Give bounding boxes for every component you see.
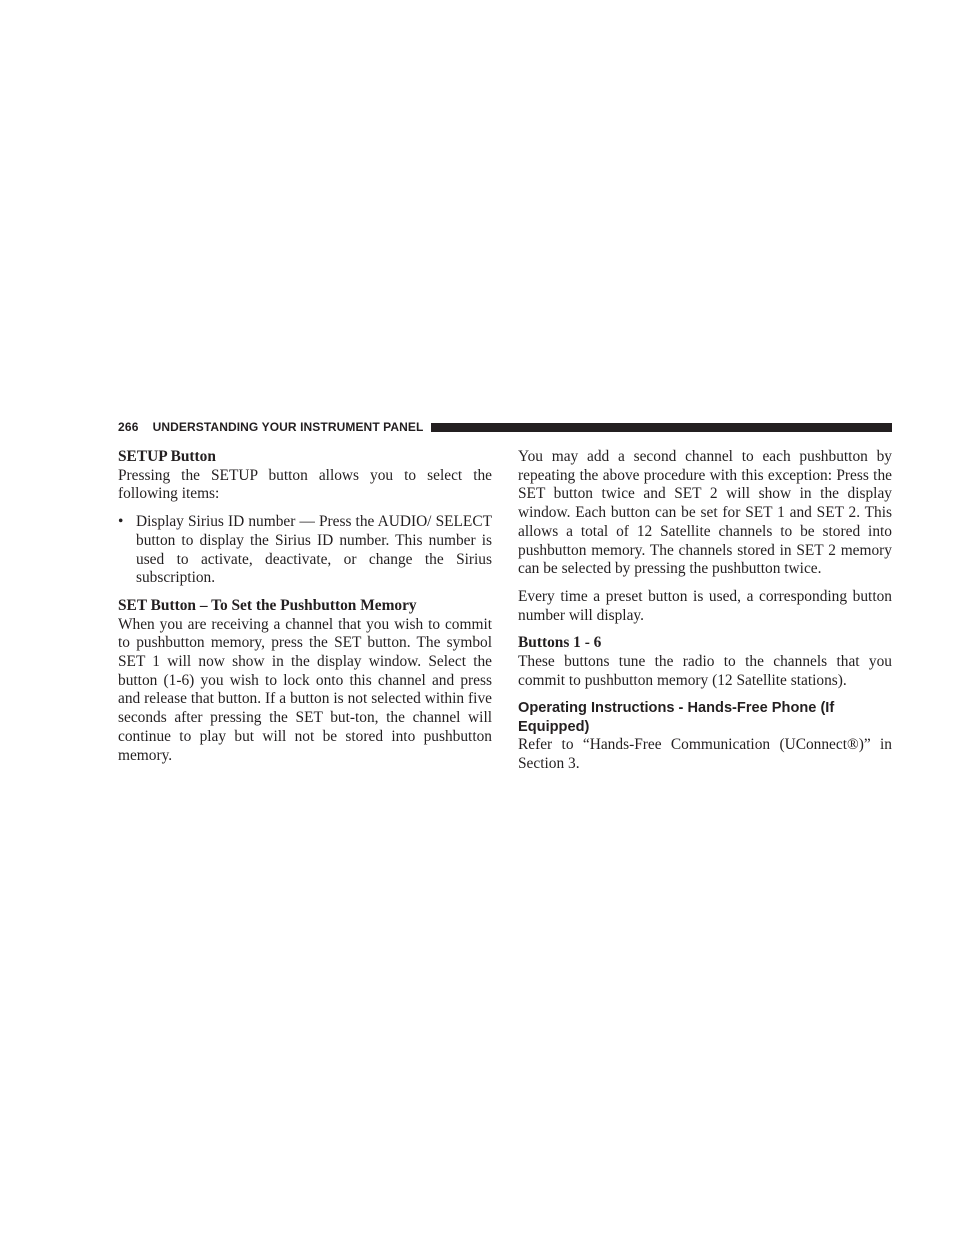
bullet-icon: •	[118, 513, 124, 531]
preset-display-paragraph: Every time a preset button is used, a corresponding button number will display.	[518, 587, 892, 624]
header-rule	[431, 423, 892, 432]
buttons-paragraph: These buttons tune the radio to the channels that you commit to pushbutton memory (12 Satellite stations).	[518, 653, 892, 689]
right-column	[518, 448, 892, 783]
left-column	[118, 448, 492, 774]
set-button-heading: SET Button – To Set the Pushbutton Memory	[118, 596, 417, 614]
page-header	[118, 419, 892, 435]
setup-items-list	[118, 513, 492, 588]
phone-paragraph: Refer to “Hands-Free Communication (UConnect®)” in Section 3.	[518, 736, 892, 773]
phone-heading: Operating Instructions - Hands-Free Phone (If Equipped)	[518, 700, 835, 735]
second-channel-paragraph: You may add a second channel to each pushbutton by repeating the above procedure with this exception: Press the SET button twice and SET 2 will show in the display window. Each button can be set for SET 1 and SET 2. This allows a total of 12 Satellite channels to be stored into pushbutton memory. The channels stored in SET 2 memory can be selected by pressing the pushbutton twice.	[518, 448, 892, 578]
list-item	[118, 513, 492, 588]
section-title: UNDERSTANDING YOUR INSTRUMENT PANEL	[152, 420, 424, 434]
page-number: 266	[118, 420, 139, 434]
setup-button-heading: SETUP Button	[118, 448, 216, 465]
setup-intro-paragraph: Pressing the SETUP button allows you to select the following items:	[118, 466, 492, 503]
buttons-heading: Buttons 1 - 6	[518, 634, 602, 652]
set-button-paragraph: When you are receiving a channel that you wish to commit to pushbutton memory, press the SET button. The symbol SET 1 will now show in the display window. Select the button (1-6) you wish to lock onto this channel and press and release that button. If a button is not selected within five seconds after pressing the SET but-ton, the channel will continue to play but will not be stored into pushbutton memory.	[118, 615, 492, 764]
bullet-text: Display Sirius ID number — Press the AUDIO/ SELECT button to display the Sirius ID number. This number is used to activate, deactivate, or change the Sirius subscription.	[136, 513, 492, 587]
